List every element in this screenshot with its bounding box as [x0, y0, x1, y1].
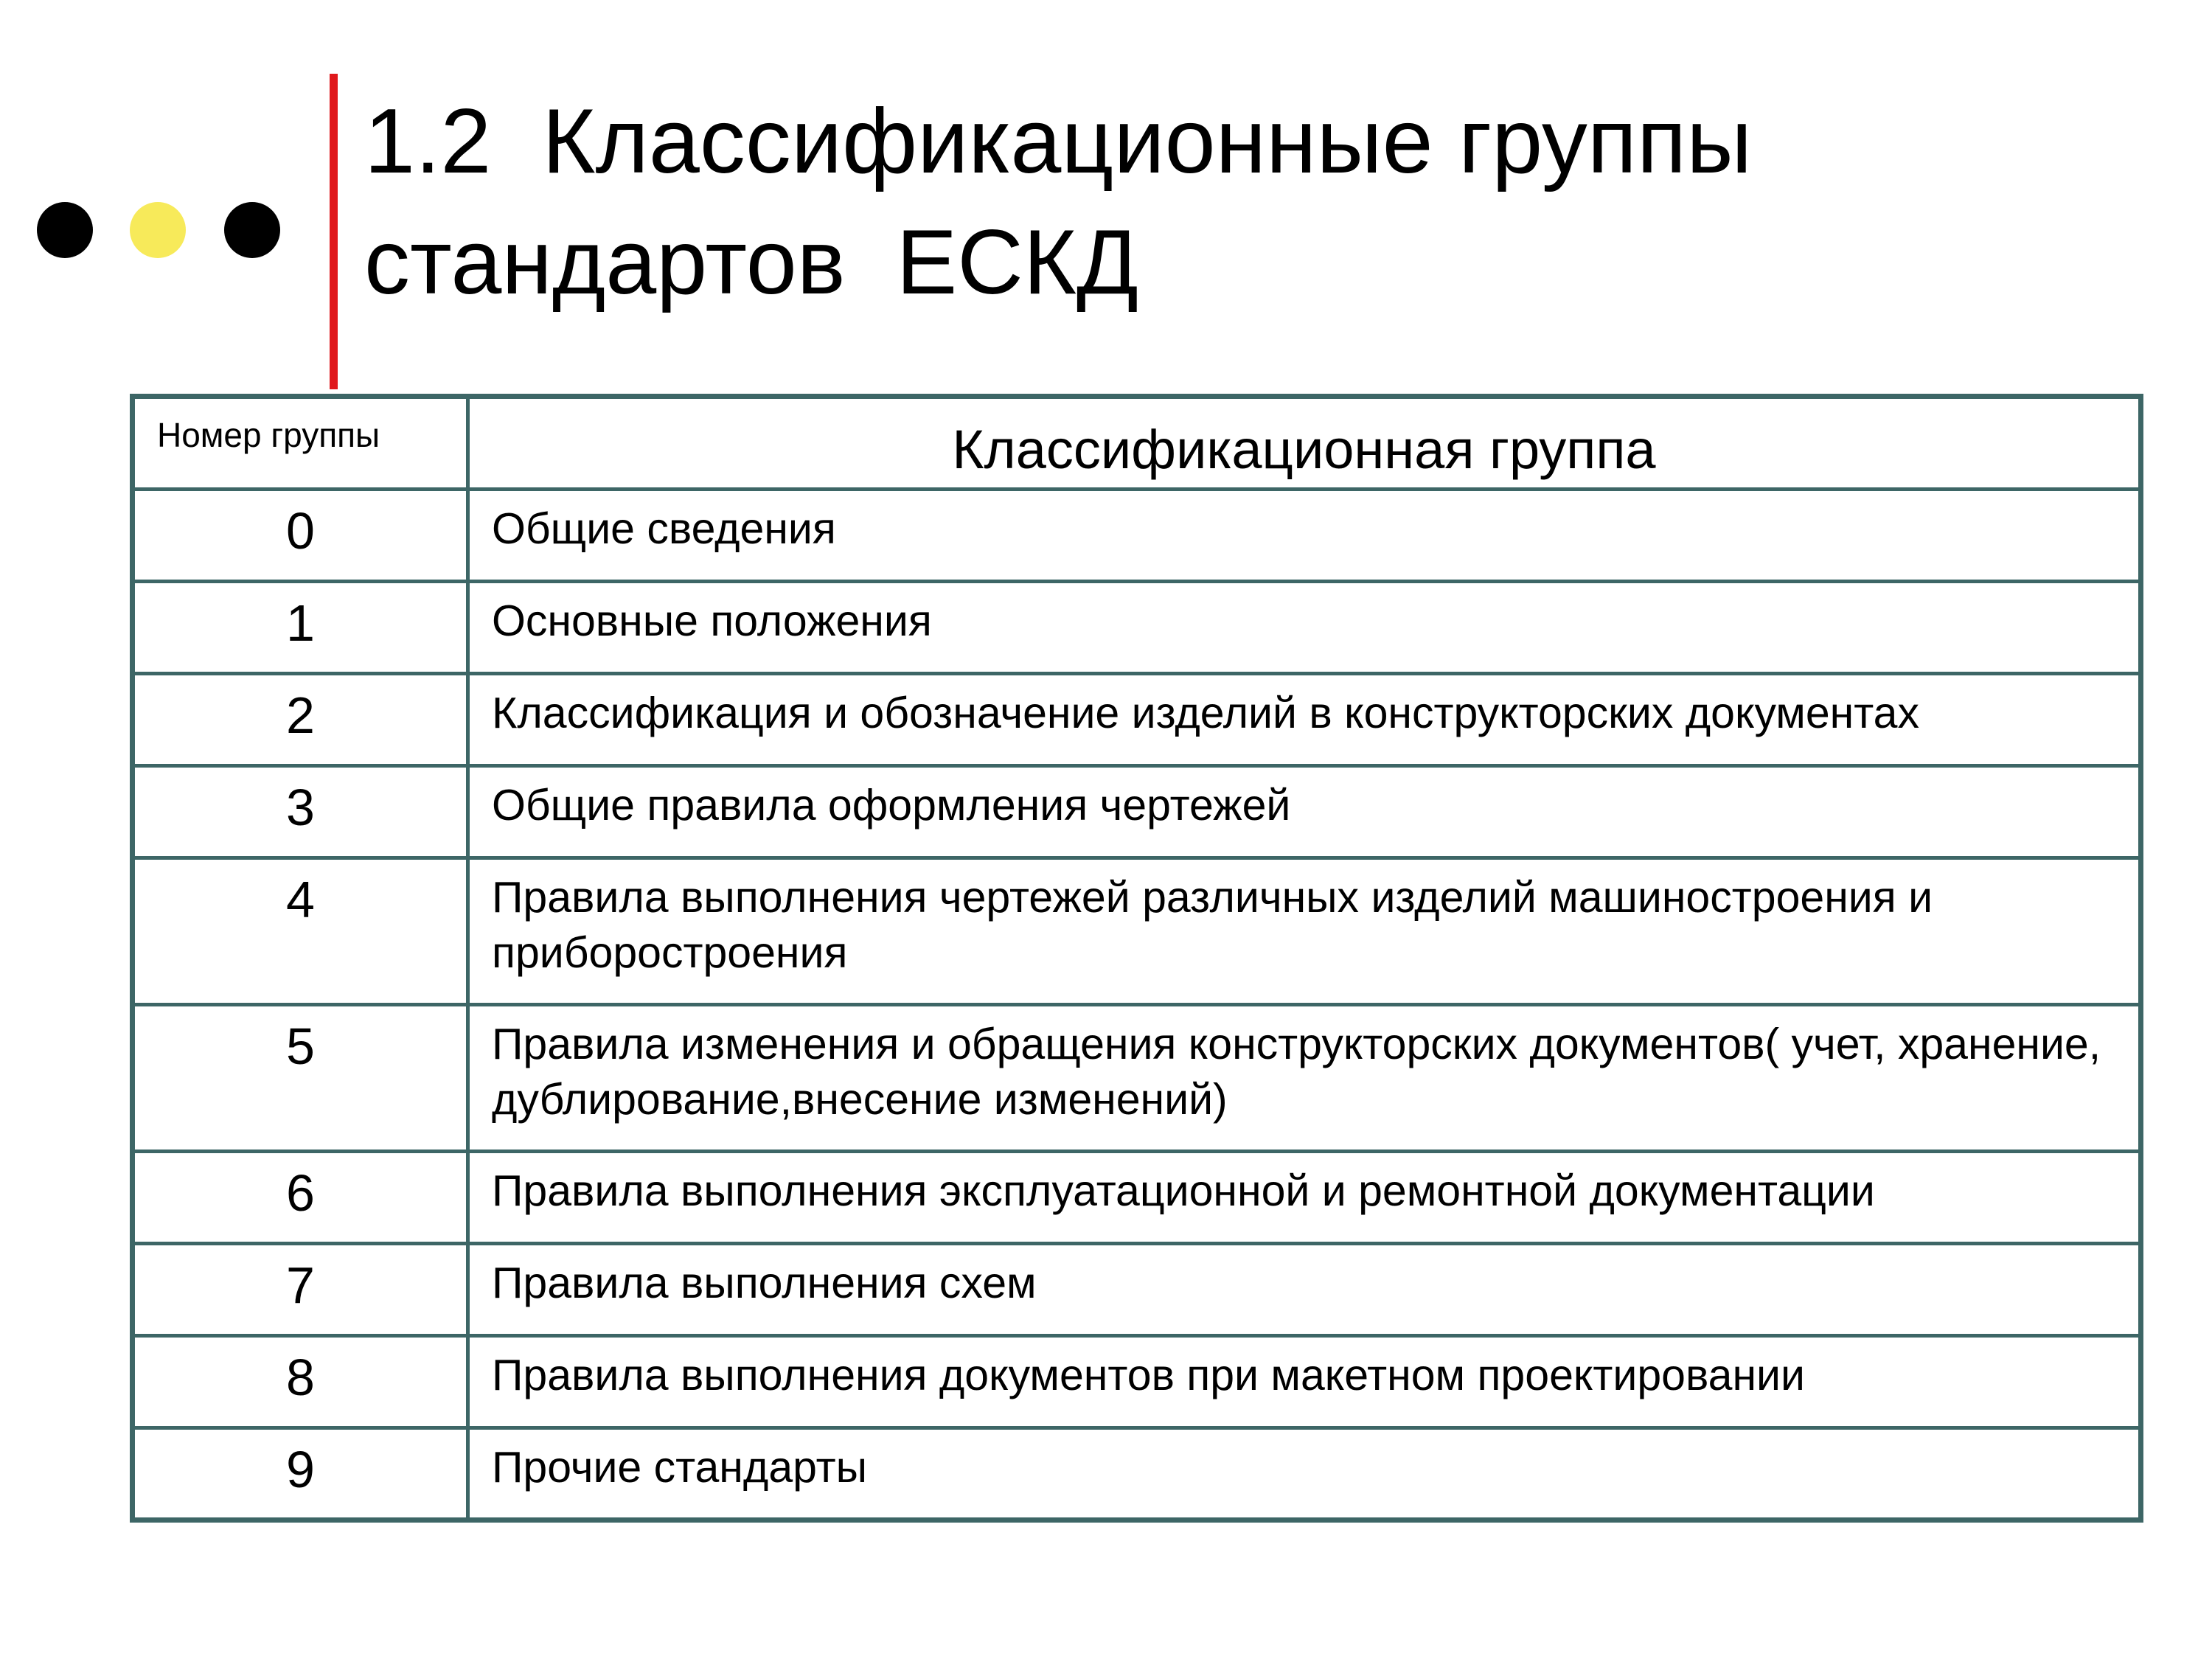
table-row: [133, 1244, 2141, 1336]
table-row: [133, 1336, 2141, 1428]
group-number: 3: [133, 766, 468, 858]
table-row: [133, 582, 2141, 674]
column-header-number: Номер группы: [133, 397, 468, 490]
slide-title: [364, 81, 2060, 323]
black-dot-icon: [37, 202, 93, 258]
group-number: 2: [133, 674, 468, 766]
black-dot-icon: [224, 202, 280, 258]
table-row: [133, 1005, 2141, 1152]
table-row: [133, 674, 2141, 766]
column-header-group: Классификационная группа: [468, 397, 2141, 490]
group-description: Правила выполнения документов при макетном проектировании: [468, 1336, 2141, 1428]
group-description: Общие правила оформления чертежей: [468, 766, 2141, 858]
table-row: [133, 1152, 2141, 1244]
group-number: 1: [133, 582, 468, 674]
group-number: 4: [133, 858, 468, 1005]
group-number: 8: [133, 1336, 468, 1428]
group-description: Общие сведения: [468, 490, 2141, 582]
decorative-dots: [37, 202, 288, 261]
group-description: Основные положения: [468, 582, 2141, 674]
group-description: Правила выполнения схем: [468, 1244, 2141, 1336]
slide-title-line-2: стандартов ЕСКД: [364, 212, 1139, 313]
slide-title-line-1: 1.2 Классификационные группы: [364, 91, 1753, 192]
table-row: [133, 490, 2141, 582]
group-number: 0: [133, 490, 468, 582]
group-number: 7: [133, 1244, 468, 1336]
table-row: [133, 858, 2141, 1005]
group-description: Правила выполнения чертежей различных изделий машиностроения и приборостроения: [468, 858, 2141, 1005]
group-number: 9: [133, 1428, 468, 1520]
eskd-groups-table: [130, 394, 2143, 1523]
group-description: Прочие стандарты: [468, 1428, 2141, 1520]
group-number: 5: [133, 1005, 468, 1152]
group-description: Правила выполнения эксплуатационной и ремонтной документации: [468, 1152, 2141, 1244]
title-divider-bar: [330, 74, 338, 389]
table-row: [133, 766, 2141, 858]
group-number: 6: [133, 1152, 468, 1244]
group-description: Классификация и обозначение изделий в конструкторских документах: [468, 674, 2141, 766]
yellow-dot-icon: [130, 202, 186, 258]
group-description: Правила изменения и обращения конструкторских документов( учет, хранение, дублирование,внесение изменений): [468, 1005, 2141, 1152]
table-row: [133, 1428, 2141, 1520]
